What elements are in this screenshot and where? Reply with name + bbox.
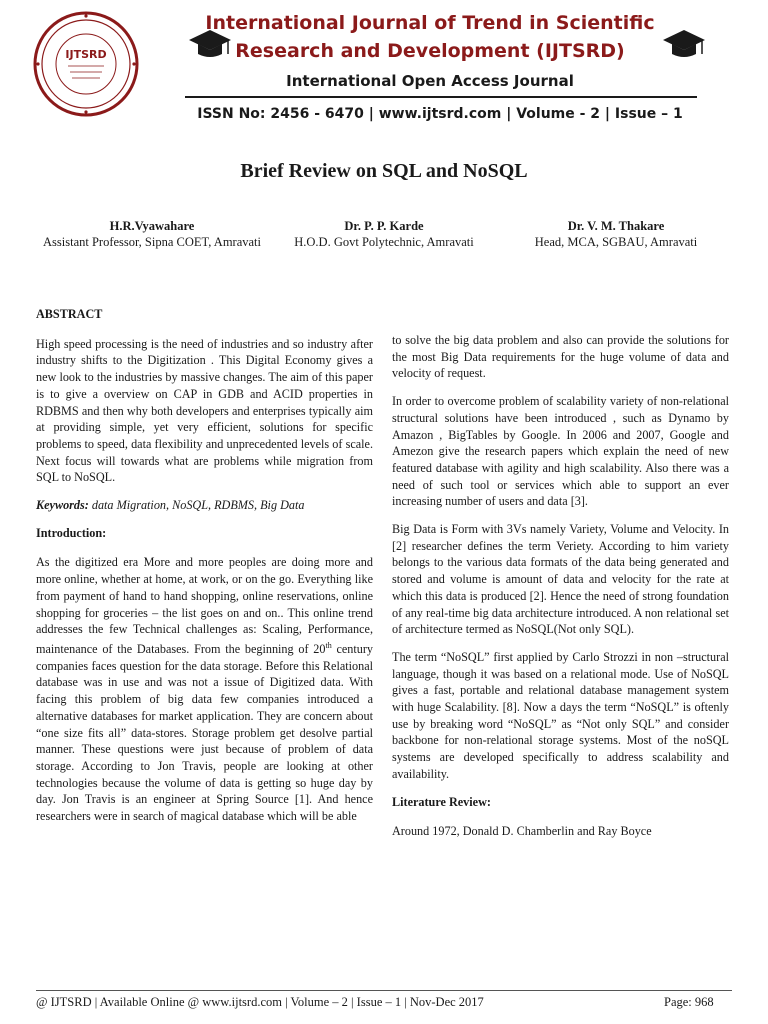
journal-header: [0, 0, 768, 145]
journal-title-line2: Research and Development (IJTSRD): [235, 40, 625, 62]
journal-open-access: International Open Access Journal: [286, 72, 574, 90]
author-block: [264, 218, 504, 250]
author-name: Dr. P. P. Karde: [344, 219, 424, 233]
author-name: Dr. V. M. Thakare: [567, 219, 665, 233]
paper-title: Brief Review on SQL and NoSQL: [240, 160, 528, 182]
literature-review-heading: Literature Review:: [392, 794, 491, 809]
body-paragraph: to solve the big data problem and also can provide the solutions for the most Big Data requirements for the huge volume of data and velocity of request.: [392, 333, 729, 381]
literature-review-text: Around 1972, Donald D. Chamberlin and Ray Boyce: [392, 824, 652, 839]
introduction-heading: Introduction:: [36, 525, 107, 540]
journal-issn-line: ISSN No: 2456 - 6470 | www.ijtsrd.com | Volume - 2 | Issue – 1: [197, 106, 683, 122]
keywords-label: Keywords:: [36, 498, 89, 513]
left-column: [36, 306, 373, 836]
author-block: [32, 218, 272, 250]
page-number: Page: 968: [664, 995, 714, 1009]
journal-title-line1: International Journal of Trend in Scientific: [205, 12, 655, 34]
header-divider: [185, 96, 697, 98]
body-paragraph: In order to overcome problem of scalability variety of non-relational structural solutions have been introduced , such as Dynamo by Amazon , BigTables by Google. In 2006 and 2007, Google and Amezon give the research papers which explain the need of new featured database with agility and high scalability. Also there was a need of such tool or services which able to support an ever increasing number of users and data [3].: [392, 394, 729, 509]
journal-seal-logo: [32, 10, 140, 118]
author-name: H.R.Vyawahare: [109, 219, 195, 233]
footer-divider: [36, 990, 732, 991]
right-column: [392, 332, 729, 851]
author-affiliation: Assistant Professor, Sipna COET, Amravati: [43, 235, 261, 249]
introduction-text: [36, 554, 373, 824]
author-affiliation: H.O.D. Govt Polytechnic, Amravati: [294, 235, 474, 249]
superscript-th: th: [325, 640, 332, 650]
author-block: [496, 218, 736, 250]
abstract-heading: ABSTRACT: [36, 307, 103, 321]
body-paragraph: The term “NoSQL” first applied by Carlo Strozzi in non –structural language, though it was based on a relational mode. Use of NoSQL gives a fast, portable and relational database management system with huge Scalability. [8]. Now a days the term “NoSQL” is oftenly use by breaking word “NoSQL” as “Not only SQL” and consider backbone for non-relational storage systems. Most of the noSQL systems are developed specifically to address scalability and availability.: [392, 649, 729, 781]
introduction-text-a: As the digitized era More and more peoples are doing more and more online, whether at home, at work, or on the go. Everything like from payment of hand to hand shopping, online reservations, online shopping for groceries – the list goes on and on.. This online trend addresses the few Technical challenges as: Scaling, Performance, maintenance of the Databases. From the beginning of 20: [36, 555, 373, 657]
keywords-text: data Migration, NoSQL, RDBMS, Big Data: [88, 498, 305, 513]
keywords: [36, 497, 373, 514]
seal-text: IJTSRD: [65, 48, 107, 61]
body-paragraph: Big Data is Form with 3Vs namely Variety, Volume and Velocity. In [2] researcher defines the term Veriety. According to him variety belongs to the various data formats of the data being generated and stored and volume is amount of data and velocity for the rate at which this data is produced [2]. Hence the need of strong foundation of any real-time big data architecture introduced. A non relational set of architecture termed as NoSQL(Not only SQL).: [392, 522, 729, 637]
introduction-text-b: century companies faces question for the data storage. Before this Relational database was in use and was not a issue of Digitized data. With facing this problem of big data few companies introduced a alternative databases for market application. They are concern about “one size fits all” data-stores. Storage problem get desolve partial manner. These questions were just because of problem of data storage. According to Jon Travis, people are looking at other technologies because the volume of data is getting so huge day by day. Jon Travis is an engineer at Spring Source [1]. And hence researchers were in search of magical database which will be able: [36, 642, 373, 824]
abstract-text: High speed processing is the need of industries and so industry after industry shifts to the Digitization . This Digital Economy gives a new look to the industries by massive changes. The aim of this paper is to give a overview on CAP in GDB and ACID properties in RDBMS and then why both developers and enterprises typically aim at providing simple, yet very efficient, solutions for specific problems to speed, data flexibility and unprecedented levels of scale. Next focus will towards what are problems while migration from SQL to NoSQL.: [36, 336, 373, 485]
footer-text: @ IJTSRD | Available Online @ www.ijtsrd.com | Volume – 2 | Issue – 1 | Nov-Dec 2017: [36, 995, 484, 1009]
author-affiliation: Head, MCA, SGBAU, Amravati: [534, 235, 698, 249]
